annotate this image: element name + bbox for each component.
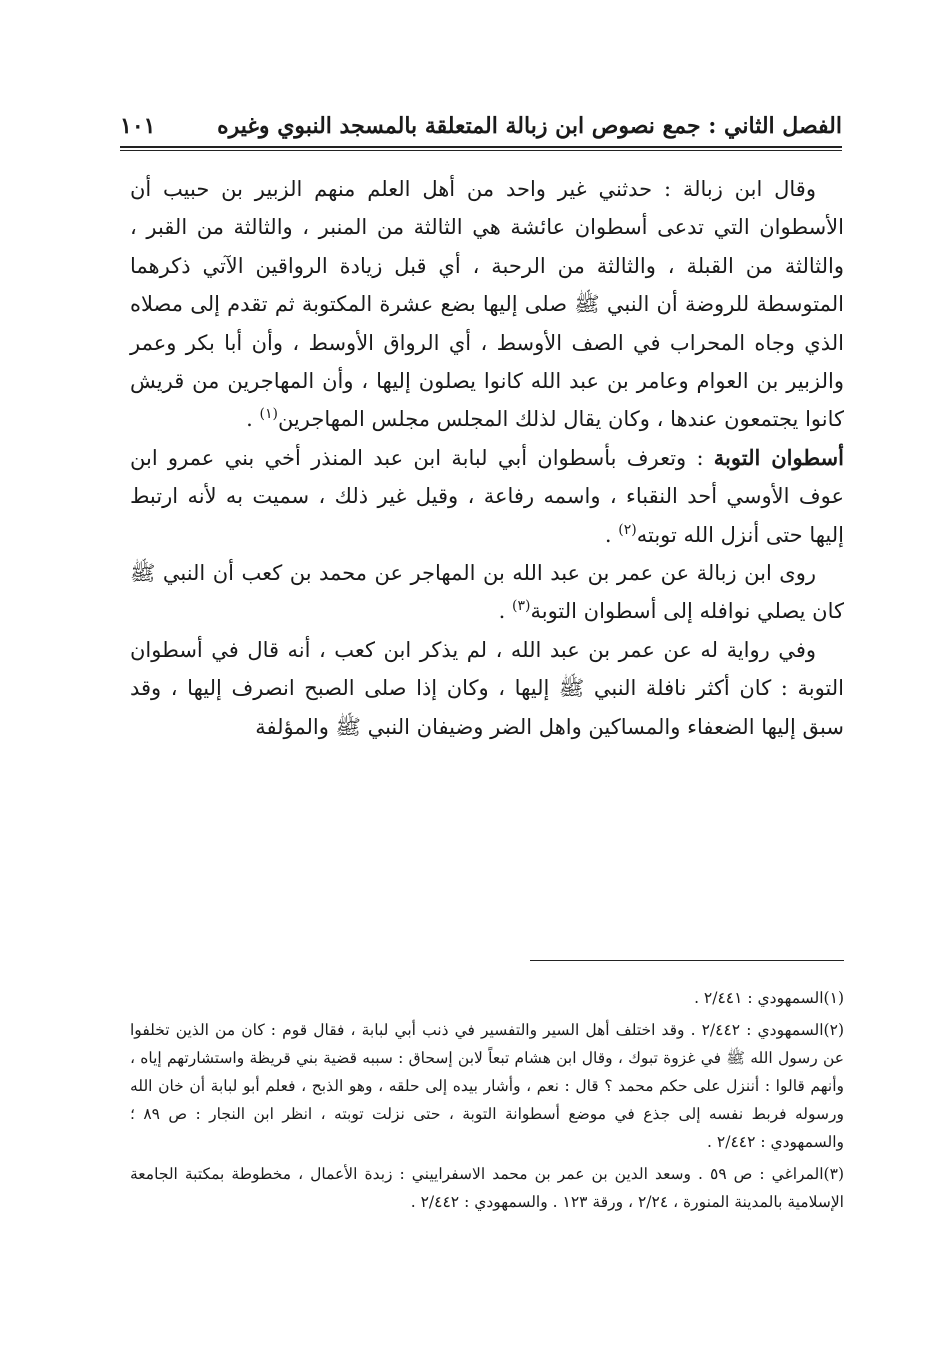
section-term: أسطوان التوبة bbox=[713, 444, 844, 470]
paragraph-narration-2: وفي رواية له عن عمر بن عبد الله ، لم يذكر ابن كعب ، أنه قال في أسطوان التوبة : كان أكثر نافلة النبي ﷺ إليها ، وكان إذا صلى الصبح انصرف إليها ، وقد سبق إليها الضعفاء والمساكين واهل الضر وضيفان النبي ﷺ والمؤلفة bbox=[130, 637, 844, 739]
footnote-1 bbox=[130, 984, 844, 1012]
footnote-number: (١) bbox=[823, 989, 844, 1007]
chapter-title: الفصل الثاني : جمع نصوص ابن زبالة المتعلقة بالمسجد النبوي وغيره bbox=[217, 113, 842, 139]
footnote-marker-3[interactable]: (٣) bbox=[512, 598, 531, 615]
footnote-marker-2[interactable]: (٢) bbox=[618, 521, 637, 538]
footnote-number: (٢) bbox=[823, 1021, 844, 1039]
paragraph-tawba-column: أسطوان التوبة : وتعرف بأسطوان أبي لبابة ابن عبد المنذر أخي بني عمرو ابن عوف الأوسي أحد النقباء ، واسمه رفاعة ، وقيل غير ذلك ، سميت به لأنه ارتبط إليها حتى أنزل الله توبته$^{(٢)}$ . bbox=[130, 444, 844, 547]
page-number: ١٠١ bbox=[120, 113, 156, 139]
footnote-text: المراغي : ص ٥٩ . وسعد الدين بن عمر بن محمد الاسفراييني : زبدة الأعمال ، مخطوطة بمكتبة الجامعة الإسلامية بالمدينة المنورة ، ٢/٢٤ ، ورقة ١٢٣ . والسمهودي : ٢/٤٤٢ . bbox=[130, 1165, 844, 1211]
main-text bbox=[130, 170, 844, 746]
footnotes bbox=[130, 984, 844, 1220]
header-rule-thin bbox=[120, 150, 842, 151]
header-rule bbox=[120, 146, 842, 148]
running-header bbox=[120, 108, 842, 144]
footnote-marker-1[interactable]: (١) bbox=[259, 406, 278, 423]
footnote-text: السمهودي : ٢/٤٤١ . bbox=[694, 989, 824, 1007]
footnote-3 bbox=[130, 1160, 844, 1216]
paragraph-narration-1: روى ابن زبالة عن عمر بن عبد الله بن المهاجر عن محمد بن كعب أن النبي ﷺ كان يصلي نوافله إلى أسطوان التوبة$^{(٣)}$ . bbox=[130, 561, 844, 624]
footnote-number: (٣) bbox=[823, 1165, 844, 1183]
footnote-text: السمهودي : ٢/٤٤٢ . وقد اختلف أهل السير والتفسير في ذنب أبي لبابة ، فقال قوم : كان من الذين تخلفوا عن رسول الله ﷺ في غزوة تبوك ، وقال ابن هشام تبعاً لابن إسحاق : سببه قضية بني قريظة واستشارتهم إياه ، وأنهم قالوا : أننزل على حكم محمد ؟ قال : نعم ، وأشار بيده إلى حلقه ، وهو الذبح ، فعلم أبو لبابة أن خان الله ورسوله فربط نفسه إلى جذع في موضع أسطوانة التوبة ، حتى نزلت توبته ، انظر ابن النجار : ص ٨٩ ؛ والسمهودي : ٢/٤٤٢ . bbox=[130, 1021, 844, 1151]
footnote-2 bbox=[130, 1016, 844, 1156]
paragraph-aisha-column: وقال ابن زبالة : حدثني غير واحد من أهل العلم منهم الزبير بن حبيب أن الأسطوان التي تدعى أسطوان عائشة هي الثالثة من المنبر ، والثالثة من القبر ، والثالثة من القبلة ، والثالثة من الرحبة ، أي قبل زيادة الرواقين الآتي ذكرهما المتوسطة للروضة أن النبي ﷺ صلى إليها بضع عشرة المكتوبة ثم تقدم إلى مصلاه الذي وجاه المحراب في الصف الأوسط ، أي الرواق الأوسط ، وأن أبا بكر وعمر والزبير بن العوام وعامر بن عبد الله كانوا يصلون إليها ، وأن المهاجرين من قريش كانوا يجتمعون عندها ، وكان يقال لذلك المجلس مجلس المهاجرين$^{(١)}$ . bbox=[130, 177, 844, 432]
footnote-separator bbox=[530, 960, 844, 961]
